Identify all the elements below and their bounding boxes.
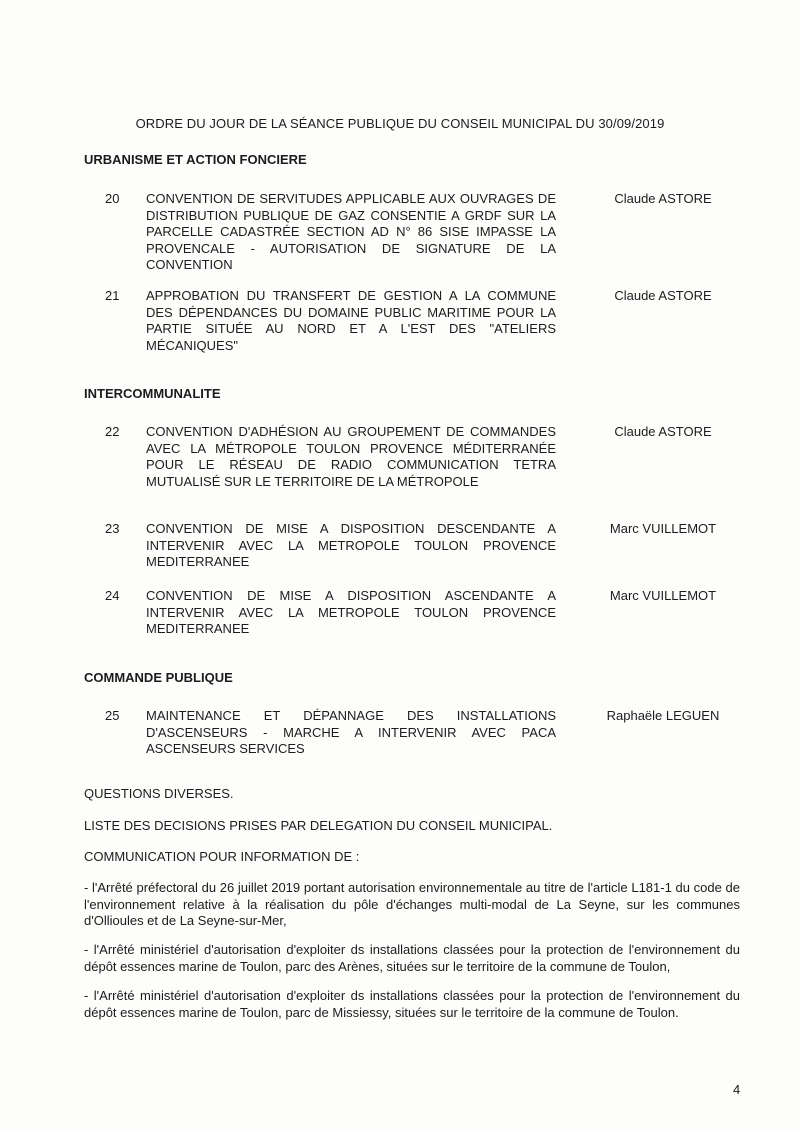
item-rapporteur: Claude ASTORE: [614, 424, 712, 439]
paragraph-arrete-missiessy: - l'Arrêté ministériel d'autorisation d'exploiter ds installations classées pour la protection de l'environnement du dépôt essences marine de Toulon, parc de Missiessy, situées sur le territoire de la commune de Toulon.: [84, 988, 740, 1020]
questions-diverses: QUESTIONS DIVERSES.: [84, 786, 234, 801]
page-title: ORDRE DU JOUR DE LA SÉANCE PUBLIQUE DU CONSEIL MUNICIPAL DU 30/09/2019: [135, 116, 665, 131]
item-number: 24: [105, 588, 120, 603]
item-text: APPROBATION DU TRANSFERT DE GESTION A LA COMMUNE DES DÉPENDANCES DU DOMAINE PUBLIC MARITIME POUR LA PARTIE SITUÉE AU NORD ET A L'EST DES "ATELIERS MÉCANIQUES": [146, 288, 556, 353]
item-rapporteur: Marc VUILLEMOT: [609, 521, 717, 536]
item-text: CONVENTION DE MISE A DISPOSITION DESCENDANTE A INTERVENIR AVEC LA METROPOLE TOULON PROVENCE MEDITERRANEE: [146, 521, 556, 569]
item-number: 25: [105, 708, 120, 723]
item-rapporteur: Claude ASTORE: [614, 288, 712, 303]
item-rapporteur: Marc VUILLEMOT: [609, 588, 717, 603]
liste-decisions: LISTE DES DECISIONS PRISES PAR DELEGATION DU CONSEIL MUNICIPAL.: [84, 818, 553, 833]
item-text: CONVENTION D'ADHÉSION AU GROUPEMENT DE COMMANDES AVEC LA MÉTROPOLE TOULON PROVENCE MÉDITERRANÉE POUR LE RÉSEAU DE RADIO COMMUNICATION TETRA MUTUALISÉ SUR LE TERRITOIRE DE LA MÉTROPOLE: [146, 424, 556, 489]
paragraph-arrete-prefectoral: - l'Arrêté préfectoral du 26 juillet 2019 portant autorisation environnementale au titre de l'article L181-1 du code de l'environnement relative à la réalisation du pôle d'échanges multi-modal de La Seyne, sur les communes d'Ollioules et de La Seyne-sur-Mer,: [84, 880, 740, 928]
item-number: 23: [105, 521, 120, 536]
paragraph-arrete-arenes: - l'Arrêté ministériel d'autorisation d'exploiter ds installations classées pour la protection de l'environnement du dépôt essences marine de Toulon, parc des Arènes, situées sur le territoire de la commune de Toulon,: [84, 942, 740, 974]
section-heading-intercommunalite: INTERCOMMUNALITE: [84, 386, 221, 401]
item-text: CONVENTION DE SERVITUDES APPLICABLE AUX OUVRAGES DE DISTRIBUTION PUBLIQUE DE GAZ CONSENTIE A GRDF SUR LA PARCELLE CADASTRÉE SECTION AD N° 86 SISE IMPASSE LA PROVENCALE - AUTORISATION DE SIGNATURE DE LA CONVENTION: [146, 191, 556, 272]
item-rapporteur: Raphaële LEGUEN: [606, 708, 720, 723]
item-number: 20: [105, 191, 120, 206]
item-rapporteur: Claude ASTORE: [614, 191, 712, 206]
page-number: 4: [733, 1082, 741, 1097]
communication-heading: COMMUNICATION POUR INFORMATION DE :: [84, 849, 360, 864]
section-heading-urbanisme: URBANISME ET ACTION FONCIERE: [84, 152, 307, 167]
item-text: MAINTENANCE ET DÉPANNAGE DES INSTALLATIONS D'ASCENSEURS - MARCHE A INTERVENIR AVEC PACA ASCENSEURS SERVICES: [146, 708, 556, 756]
item-number: 21: [105, 288, 120, 303]
section-heading-commande-publique: COMMANDE PUBLIQUE: [84, 670, 233, 685]
item-number: 22: [105, 424, 120, 439]
item-text: CONVENTION DE MISE A DISPOSITION ASCENDANTE A INTERVENIR AVEC LA METROPOLE TOULON PROVENCE MEDITERRANEE: [146, 588, 556, 636]
